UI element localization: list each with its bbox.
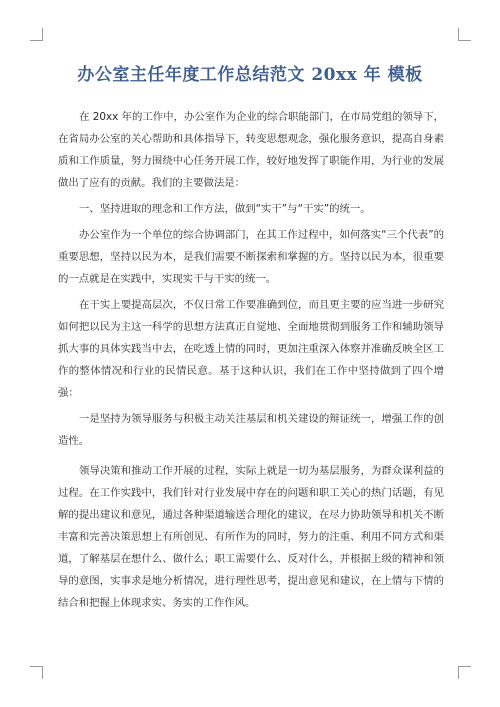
paragraph: 在 20xx 年的工作中，办公室作为企业的综合职能部门，在市局党组的领导下，在省局办公室的关心帮助和具体指导下，转变思想观念，强化服务意识，提高自身素质和工作质量，努力围绕中心任务开展工作，较好地发挥了职能作用，为行业的发展做出了应有的贡献。我们的主要做法是： (58, 111, 444, 189)
crop-mark-bottom-left (30, 666, 43, 679)
paragraph: 一、坚持进取的理念和工作方法，做到“实干”与“干实”的统一。 (79, 203, 371, 215)
crop-mark-bottom-right (458, 666, 471, 679)
paragraph: 一是坚持为领导服务与积极主动关注基层和机关建设的辩证统一，增强工作的创造性。 (58, 413, 444, 447)
document-title: 办公室主任年度工作总结范文 20xx 年 模板 (77, 65, 423, 85)
crop-mark-top-right (458, 28, 471, 41)
paragraph: 领导决策和推动工作开展的过程，实际上就是一切为基层服务，为群众谋利益的过程。在工作实践中，我们针对行业发展中存在的问题和职工关心的热门话题，有见解的提出建议和意见，通过各种渠道输送合理化的建议，在尽力协助领导和机关不断丰富和完善决策思想上有所创见、有所作为的同时，努力的注重、利用不同方式和渠道，了解基层在想什么、做什么；职工需要什么、反对什么，并根据上级的精神和领导的意图，实事求是地分析情况，进行理性思考，提出意见和建议，在上情与下情的结合和把握上体现求实、务实的工作作风。 (58, 465, 444, 609)
paragraph: 在干实上要提高层次，不仅日常工作要准确到位，而且更主要的应当进一步研究如何把以民为主这一科学的思想方法真正自觉地、全面地贯彻到服务工作和辅助领导抓大事的具体实践当中去，在吃透上情的同时，更加注重深入体察并准确反映全区工作的整体情况和行业的民情民意。基于这种认识，我们在工作中坚持做到了四个增强： (58, 299, 444, 399)
document-body (58, 106, 444, 618)
paragraph: 办公室作为一个单位的综合协调部门，在其工作过程中，如何落实“三个代表”的重要思想，坚持以民为本，是我们需要不断探索和掌握的方。坚持以民为本，很重要的一点就是在实践中，实现实干与干实的统一。 (58, 229, 444, 285)
crop-mark-top-left (30, 28, 43, 41)
